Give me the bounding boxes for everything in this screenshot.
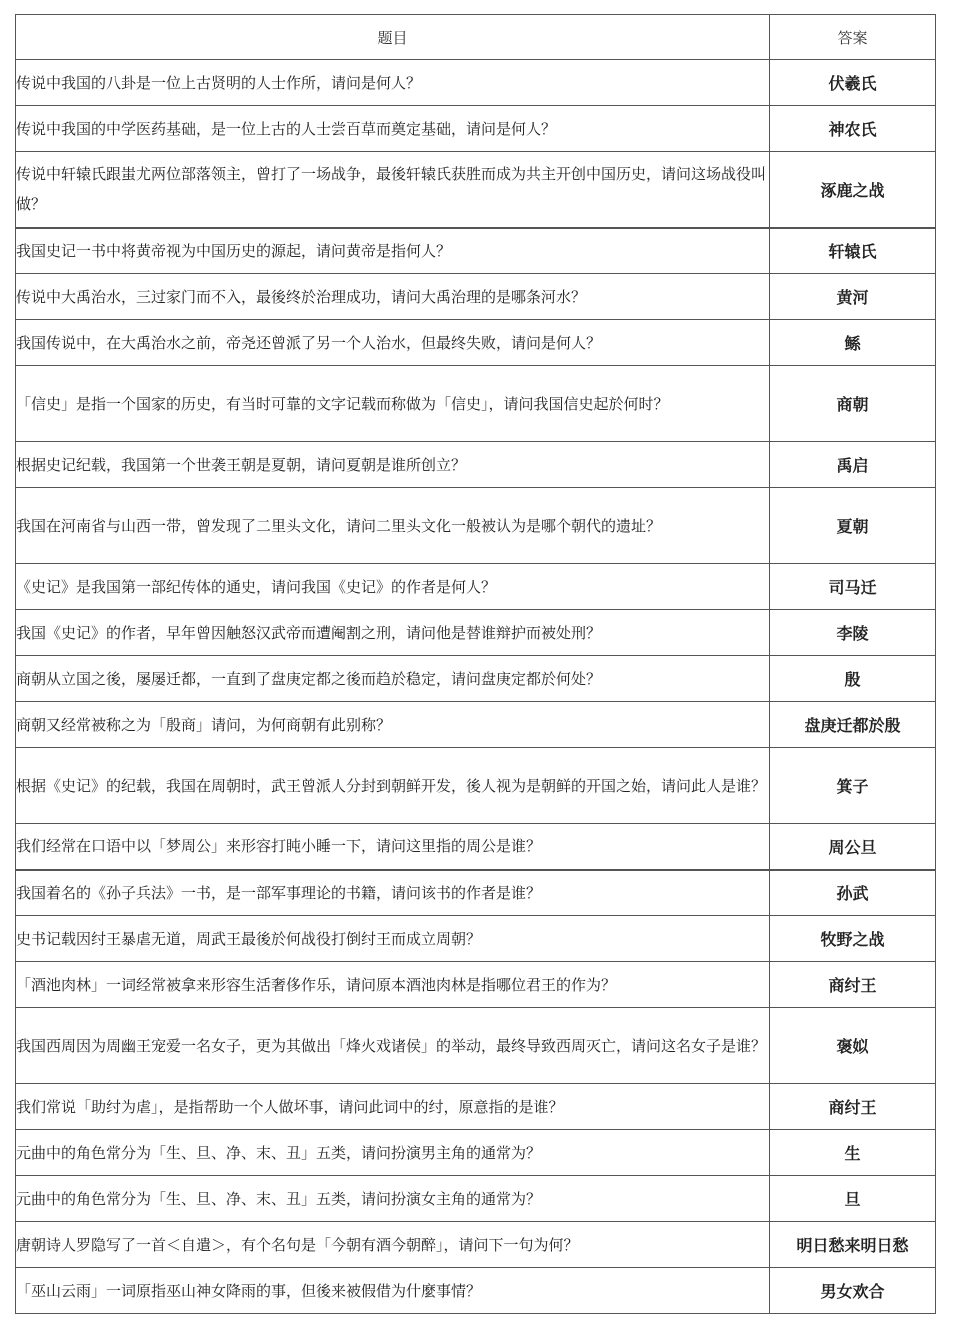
table-row [16,656,936,702]
question-cell: 「酒池肉林」一词经常被拿来形容生活奢侈作乐，请问原本酒池肉林是指哪位君王的作为？ [16,962,770,1008]
answer-cell: 褒姒 [770,1008,936,1084]
question-cell: 根据史记纪载，我国第一个世袭王朝是夏朝，请问夏朝是谁所创立？ [16,442,770,488]
question-cell: 我们常说「助纣为虐」，是指帮助一个人做坏事，请问此词中的纣，原意指的是谁？ [16,1084,770,1130]
answer-cell: 男女欢合 [770,1268,936,1314]
question-cell: 商朝又经常被称之为「殷商」请问，为何商朝有此别称？ [16,702,770,748]
table-row [16,870,936,916]
answer-cell: 夏朝 [770,488,936,564]
table-row [16,366,936,442]
question-cell: 「巫山云雨」一词原指巫山神女降雨的事，但後来被假借为什麼事情？ [16,1268,770,1314]
table-row [16,1008,936,1084]
table-row [16,106,936,152]
table-row [16,274,936,320]
question-cell: 我们经常在口语中以「梦周公」来形容打盹小睡一下，请问这里指的周公是谁？ [16,824,770,870]
table-row [16,152,936,228]
question-cell: 传说中我国的中学医药基础，是一位上古的人士尝百草而奠定基础，请问是何人？ [16,106,770,152]
question-cell: 元曲中的角色常分为「生、旦、净、末、丑」五类，请问扮演男主角的通常为？ [16,1130,770,1176]
answer-cell: 涿鹿之战 [770,152,936,228]
answer-cell: 伏羲氏 [770,60,936,106]
answer-cell: 明日愁来明日愁 [770,1222,936,1268]
answer-cell: 神农氏 [770,106,936,152]
answer-cell: 周公旦 [770,824,936,870]
table-row [16,60,936,106]
answer-cell: 轩辕氏 [770,228,936,274]
answer-cell: 商纣王 [770,1084,936,1130]
question-cell: 我国史记一书中将黄帝视为中国历史的源起，请问黄帝是指何人？ [16,228,770,274]
header-row [16,15,936,60]
answer-cell: 商纣王 [770,962,936,1008]
table-row [16,962,936,1008]
question-cell: 商朝从立国之後，屡屡迁都，一直到了盘庚定都之後而趋於稳定，请问盘庚定都於何处？ [16,656,770,702]
table-row [16,702,936,748]
question-cell: 我国着名的《孙子兵法》一书，是一部军事理论的书籍，请问该书的作者是谁？ [16,870,770,916]
answer-cell: 旦 [770,1176,936,1222]
question-cell: 「信史」是指一个国家的历史，有当时可靠的文字记载而称做为「信史」，请问我国信史起於何时？ [16,366,770,442]
question-cell: 《史记》是我国第一部纪传体的通史，请问我国《史记》的作者是何人？ [16,564,770,610]
question-cell: 传说中轩辕氏跟蚩尤两位部落领主，曾打了一场战争，最後轩辕氏获胜而成为共主开创中国历史，请问这场战役叫做？ [16,152,770,228]
table-row [16,1176,936,1222]
table-row [16,564,936,610]
table-row [16,1222,936,1268]
answer-cell: 李陵 [770,610,936,656]
table-row [16,610,936,656]
table-row [16,916,936,962]
table-row [16,228,936,274]
question-cell: 唐朝诗人罗隐写了一首＜自遣＞，有个名句是「今朝有酒今朝醉」，请问下一句为何？ [16,1222,770,1268]
answer-cell: 黄河 [770,274,936,320]
answer-cell: 箕子 [770,748,936,824]
question-cell: 传说中我国的八卦是一位上古贤明的人士作所，请问是何人？ [16,60,770,106]
header-question: 题目 [16,15,770,60]
question-cell: 史书记载因纣王暴虐无道，周武王最後於何战役打倒纣王而成立周朝？ [16,916,770,962]
answer-cell: 孙武 [770,870,936,916]
question-cell: 我国西周因为周幽王宠爱一名女子，更为其做出「烽火戏诸侯」的举动，最终导致西周灭亡，请问这名女子是谁？ [16,1008,770,1084]
answer-cell: 盘庚迁都於殷 [770,702,936,748]
table-row [16,320,936,366]
question-cell: 传说中大禹治水，三过家门而不入，最後终於治理成功，请问大禹治理的是哪条河水？ [16,274,770,320]
answer-cell: 禹启 [770,442,936,488]
quiz-table [15,14,936,1314]
table-row [16,748,936,824]
answer-cell: 殷 [770,656,936,702]
header-answer: 答案 [770,15,936,60]
table-row [16,488,936,564]
answer-cell: 商朝 [770,366,936,442]
question-cell: 我国《史记》的作者，早年曾因触怒汉武帝而遭阉割之刑，请问他是替谁辩护而被处刑？ [16,610,770,656]
answer-cell: 生 [770,1130,936,1176]
table-row [16,824,936,870]
table-row [16,1268,936,1314]
question-cell: 我国传说中，在大禹治水之前，帝尧还曾派了另一个人治水，但最终失败，请问是何人？ [16,320,770,366]
table-row [16,442,936,488]
question-cell: 我国在河南省与山西一带，曾发现了二里头文化，请问二里头文化一般被认为是哪个朝代的遗址？ [16,488,770,564]
table-row [16,1130,936,1176]
question-cell: 根据《史记》的纪载，我国在周朝时，武王曾派人分封到朝鲜开发，後人视为是朝鲜的开国之始，请问此人是谁？ [16,748,770,824]
question-cell: 元曲中的角色常分为「生、旦、净、末、丑」五类，请问扮演女主角的通常为？ [16,1176,770,1222]
table-row [16,1084,936,1130]
answer-cell: 司马迁 [770,564,936,610]
answer-cell: 鲧 [770,320,936,366]
answer-cell: 牧野之战 [770,916,936,962]
